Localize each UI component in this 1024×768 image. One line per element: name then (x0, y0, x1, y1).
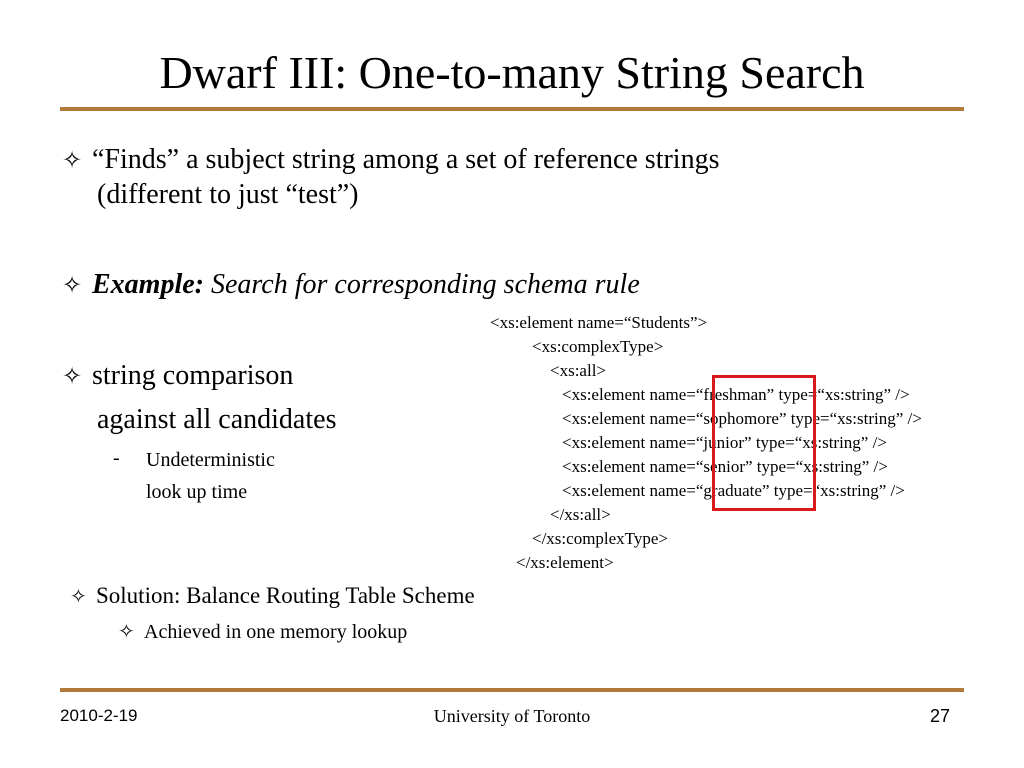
bullet-2 (62, 268, 640, 303)
bullet-4 (70, 582, 475, 611)
page-number: 27 (930, 706, 951, 726)
star-bullet-icon: ✧ (62, 148, 83, 174)
bullet-3 (62, 359, 293, 394)
star-bullet-icon: ✧ (62, 273, 83, 299)
code-line: <xs:element name=“junior” type=“xs:string” /> (562, 433, 887, 452)
footer-organization: University of Toronto (433, 706, 591, 726)
bullet-2-text: Search for corresponding schema rule (211, 269, 640, 300)
code-line: </xs:all> (550, 505, 611, 524)
top-divider (60, 107, 964, 111)
code-line: <xs:element name=“senior” type=“xs:string” /> (562, 457, 888, 476)
code-line: <xs:element name=“graduate” type=“xs:string” /> (562, 481, 905, 500)
slide-title: Dwarf III: One-to-many String Search (159, 47, 865, 98)
sub-bullet-1-line1: Undeterministic (146, 449, 275, 471)
bullet-1-text-line1: “Finds” a subject string among a set of reference strings (92, 144, 720, 175)
footer-date: 2010-2-19 (60, 706, 138, 725)
bullet-3-text-line2: against all candidates (97, 404, 337, 435)
star-bullet-icon: ✧ (62, 364, 83, 390)
code-line: </xs:element> (516, 553, 614, 572)
sub-bullet-2 (118, 619, 407, 645)
bottom-divider (60, 688, 964, 692)
code-line: <xs:element name=“sophomore” type=“xs:string” /> (562, 409, 922, 428)
sub-bullet-dash: - (113, 447, 120, 469)
code-line: <xs:all> (550, 361, 607, 380)
code-line: <xs:complexType> (532, 337, 664, 356)
code-line: <xs:element name=“freshman” type=“xs:string” /> (562, 385, 910, 404)
bullet-3-text-line1: string comparison (92, 360, 294, 391)
star-bullet-icon: ✧ (70, 586, 87, 608)
bullet-2-label: Example: (92, 269, 204, 300)
code-line: <xs:element name=“Students”> (490, 313, 708, 332)
name-value-highlight-box (712, 375, 816, 511)
sub-bullet-2-text: Achieved in one memory lookup (144, 621, 408, 643)
sub-bullet-1-line2: look up time (146, 481, 248, 503)
bullet-1-text-line2: (different to just “test”) (97, 179, 359, 210)
star-bullet-icon: ✧ (118, 621, 135, 643)
bullet-4-text: Solution: Balance Routing Table Scheme (96, 583, 475, 608)
bullet-1 (62, 143, 719, 178)
code-line: </xs:complexType> (532, 529, 669, 548)
